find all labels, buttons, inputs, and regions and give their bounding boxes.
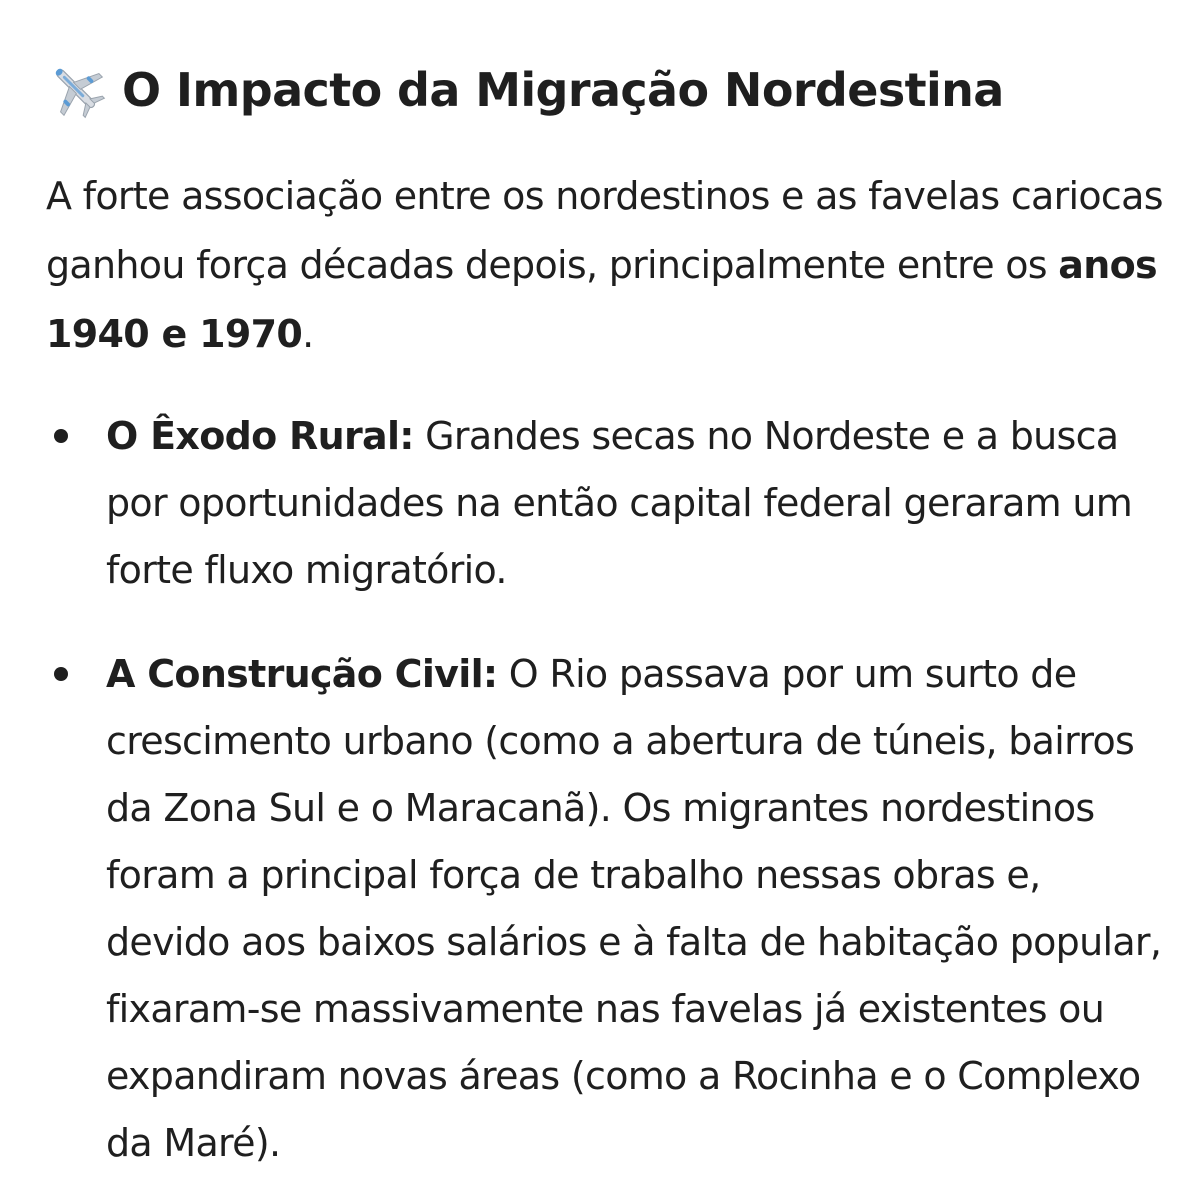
article xyxy=(46,40,1166,1177)
section-heading xyxy=(46,40,1166,140)
bullet-dot xyxy=(54,667,68,681)
bullet-list xyxy=(46,403,1166,1177)
list-item-label: A Construção Civil: xyxy=(106,652,498,696)
list-item-text: Grandes secas no Nordeste e a busca por oportunidades na então capital federal geraram um forte fluxo migratório. xyxy=(106,414,1133,592)
intro-paragraph xyxy=(46,162,1166,369)
section-title: O Impacto da Migração Nordestina xyxy=(122,63,1004,117)
bullet-dot xyxy=(54,429,68,443)
intro-text-end: . xyxy=(302,312,314,356)
list-item-text: O Rio passava por um surto de crescimento urbano (como a abertura de túneis, bairros da Zona Sul e o Maracanã). Os migrantes nordestinos foram a principal força de trabalho nessas obras e, devido aos baixos salários e à falta de habitação popular, fixaram-se massivamente nas favelas já existentes ou expandiram novas áreas (como a Rocinha e o Complexo da Maré). xyxy=(106,652,1162,1165)
intro-bold-period: anos 1940 e 1970 xyxy=(46,243,1157,356)
airplane-icon xyxy=(46,59,108,121)
list-item-label: O Êxodo Rural: xyxy=(106,414,414,458)
list-item xyxy=(46,403,1166,604)
list-item xyxy=(46,641,1166,1177)
intro-text: A forte associação entre os nordestinos e as favelas cariocas ganhou força décadas depois, principalmente entre os xyxy=(46,174,1163,287)
